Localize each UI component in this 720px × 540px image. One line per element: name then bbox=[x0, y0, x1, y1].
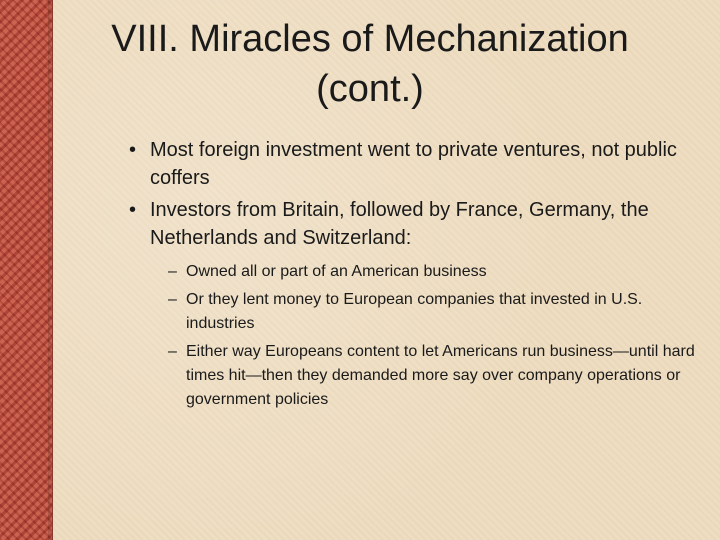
bullet-marker: • bbox=[129, 199, 137, 221]
slide-body bbox=[126, 136, 696, 416]
title-line-1: VIII. Miracles of Mechanization bbox=[111, 18, 629, 60]
bullet-item bbox=[126, 136, 696, 192]
sub-bullet-text: Owned all or part of an American business bbox=[186, 263, 487, 280]
bullet-text: Most foreign investment went to private ventures, not public coffers bbox=[150, 139, 677, 189]
sub-bullet-item bbox=[126, 288, 696, 336]
bullet-text: Investors from Britain, followed by France, Germany, the Netherlands and Switzerland: bbox=[150, 199, 649, 249]
sub-bullet-marker: – bbox=[168, 291, 177, 308]
sub-bullet-item bbox=[126, 260, 696, 284]
sub-bullet-item bbox=[126, 340, 696, 412]
bullet-marker: • bbox=[129, 139, 137, 161]
slide-title bbox=[60, 14, 680, 114]
sub-bullet-text: Either way Europeans content to let Americans run business—until hard times hit—then they demanded more say over company operations or government policies bbox=[186, 343, 695, 408]
bullet-item bbox=[126, 196, 696, 252]
sub-bullet-marker: – bbox=[168, 343, 177, 360]
title-line-2: (cont.) bbox=[316, 68, 424, 110]
sub-bullet-marker: – bbox=[168, 263, 177, 280]
sub-bullet-list bbox=[126, 260, 696, 412]
sub-bullet-text: Or they lent money to European companies that invested in U.S. industries bbox=[186, 291, 643, 332]
decorative-border bbox=[0, 0, 53, 540]
